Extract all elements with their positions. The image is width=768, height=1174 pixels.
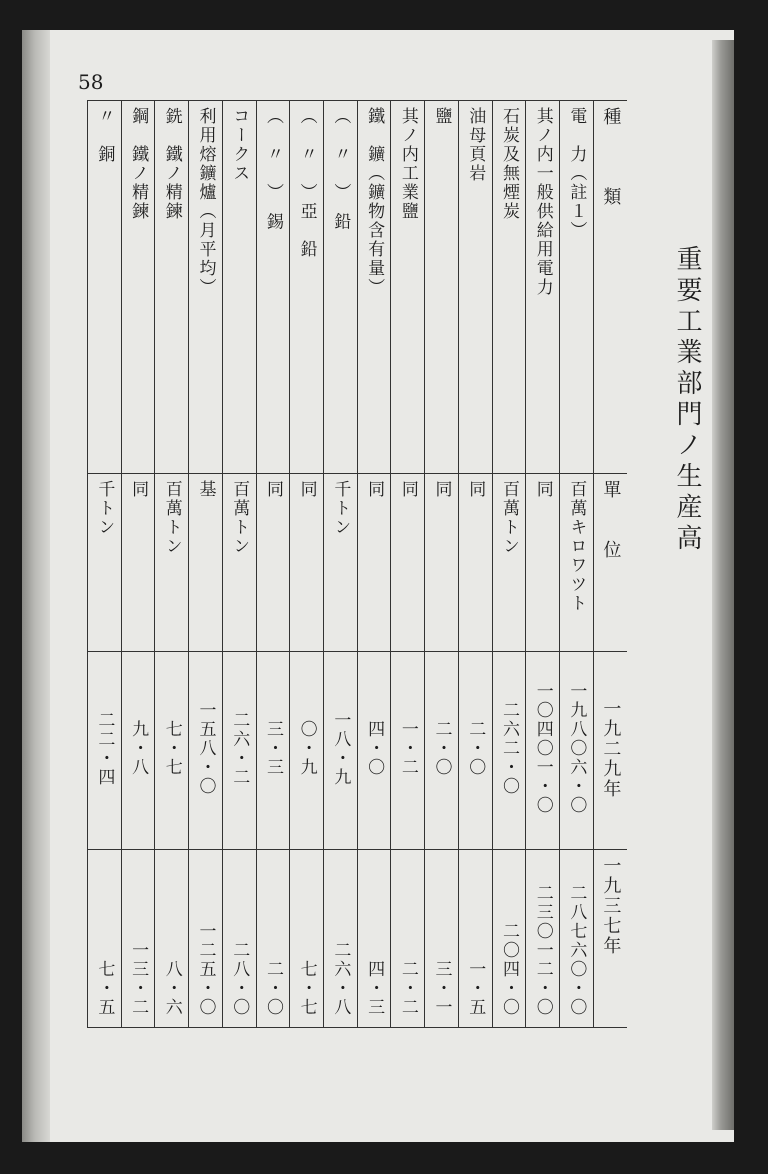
value-cell	[88, 652, 122, 850]
unit-cell	[526, 474, 560, 652]
value-cell	[88, 850, 122, 1028]
row-unit: 同	[262, 480, 283, 499]
value-cell	[189, 850, 223, 1028]
row-type: 鋼 鐵ノ精鍊	[128, 107, 149, 221]
row-type: 電 力（註１）	[566, 107, 587, 240]
unit-cell	[458, 474, 492, 652]
value-1937: 二・〇	[262, 960, 283, 1017]
value-cell	[560, 652, 594, 850]
type-cell	[357, 101, 391, 474]
row-type: 亞 鉛（ 〃 ）	[296, 107, 317, 259]
unit-cell	[425, 474, 459, 652]
unit-cell	[492, 474, 526, 652]
value-1937: 一二五・〇	[195, 922, 216, 1017]
unit-cell	[560, 474, 594, 652]
type-row	[88, 101, 628, 474]
row-unit: 同	[431, 480, 452, 499]
type-cell	[88, 101, 122, 474]
row-type: 利用熔鑛爐（月平均）	[195, 107, 216, 297]
row-type: コークス	[229, 107, 250, 183]
page-right-edge	[712, 40, 734, 1130]
type-cell	[290, 101, 324, 474]
value-1929: 二・〇	[465, 720, 486, 777]
value-cell	[222, 850, 256, 1028]
value-1929: 七・七	[161, 720, 182, 777]
type-header-cell	[593, 101, 627, 474]
unit-cell	[290, 474, 324, 652]
value-1929: 一八・九	[330, 710, 351, 787]
row-unit: 同	[465, 480, 486, 499]
year1-header-cell	[593, 652, 627, 850]
value-1929: 四・〇	[364, 720, 385, 777]
type-cell	[324, 101, 358, 474]
value-cell	[458, 850, 492, 1028]
value-cell	[391, 652, 425, 850]
value-1937: 八・六	[161, 960, 182, 1017]
value-1937: 七・五	[94, 960, 115, 1017]
value-cell	[526, 850, 560, 1028]
value-cell	[222, 652, 256, 850]
unit-cell	[324, 474, 358, 652]
unit-cell	[256, 474, 290, 652]
value-1929: 二六・二	[229, 710, 250, 787]
year1-header: 一九二九年	[600, 698, 622, 799]
row-type: 錫 （ 〃 ）	[262, 107, 283, 232]
value-cell	[425, 850, 459, 1028]
row-type: 銑 鐵ノ精鍊	[161, 107, 182, 221]
value-cell	[560, 850, 594, 1028]
type-cell	[492, 101, 526, 474]
value-1929: 九・八	[128, 720, 149, 777]
row-type: 鐵 鑛（鑛物含有量）	[364, 107, 385, 297]
unit-cell	[189, 474, 223, 652]
row-unit: 千トン	[94, 480, 115, 537]
value-1929: 一・二	[397, 720, 418, 777]
value-1937: 二三〇一二・〇	[532, 884, 553, 1017]
value-1937: 二〇四・〇	[498, 922, 519, 1017]
unit-cell	[222, 474, 256, 652]
row-unit: 百萬トン	[498, 480, 519, 556]
unit-header: 單 位	[600, 480, 622, 560]
value-1937: 一三・二	[128, 941, 149, 1017]
value-1937: 二六・八	[330, 941, 351, 1017]
type-cell	[458, 101, 492, 474]
row-unit: 百萬トン	[161, 480, 182, 556]
row-unit: 同	[128, 480, 149, 499]
value-1929: 一〇四〇一・〇	[532, 682, 553, 815]
value-1929: 三・三	[262, 720, 283, 777]
value-1937: 七・七	[296, 960, 317, 1017]
unit-cell	[391, 474, 425, 652]
row-type: 鹽	[431, 107, 452, 126]
row-type: 油母頁岩	[465, 107, 486, 183]
type-cell	[425, 101, 459, 474]
row-unit: 同	[296, 480, 317, 499]
value-cell	[290, 652, 324, 850]
value-cell	[526, 652, 560, 850]
value-cell	[357, 652, 391, 850]
value-cell	[256, 652, 290, 850]
value-cell	[492, 652, 526, 850]
year-1937-row	[88, 850, 628, 1028]
value-1937: 二八・〇	[229, 941, 250, 1017]
row-type: 鉛 （ 〃 ）	[330, 107, 351, 232]
value-cell	[121, 850, 155, 1028]
type-cell	[560, 101, 594, 474]
type-cell	[121, 101, 155, 474]
value-1929: 一九八〇六・〇	[566, 682, 587, 815]
unit-cell	[88, 474, 122, 652]
type-cell	[256, 101, 290, 474]
value-1937: 一・五	[465, 960, 486, 1017]
year2-header-cell	[593, 850, 627, 1028]
unit-cell	[121, 474, 155, 652]
value-cell	[256, 850, 290, 1028]
row-unit: 百萬トン	[229, 480, 250, 556]
row-unit: 同	[397, 480, 418, 499]
type-header: 種 類	[600, 107, 622, 207]
row-type: 石炭及無煙炭	[498, 107, 519, 221]
value-cell	[155, 652, 189, 850]
type-cell	[391, 101, 425, 474]
value-cell	[324, 850, 358, 1028]
type-cell	[189, 101, 223, 474]
value-1937: 三・一	[431, 960, 452, 1017]
value-cell	[121, 652, 155, 850]
unit-row	[88, 474, 628, 652]
value-cell	[324, 652, 358, 850]
value-cell	[391, 850, 425, 1028]
row-unit: 同	[532, 480, 553, 499]
type-cell	[526, 101, 560, 474]
value-cell	[425, 652, 459, 850]
value-1937: 二・二	[397, 960, 418, 1017]
row-unit: 同	[364, 480, 385, 499]
row-unit: 基	[195, 480, 216, 499]
year2-header: 一九三七年	[600, 856, 622, 956]
value-1929: 一五八・〇	[195, 701, 216, 796]
production-table	[87, 100, 627, 1028]
unit-header-cell	[593, 474, 627, 652]
value-1929: 〇・九	[296, 720, 317, 777]
value-cell	[357, 850, 391, 1028]
value-1937: 四・三	[364, 960, 385, 1017]
value-1929: 二・〇	[431, 720, 452, 777]
type-cell	[155, 101, 189, 474]
value-cell	[492, 850, 526, 1028]
chapter-title: 重要工業部門ノ生産高	[672, 245, 702, 555]
row-type: 銅 〃	[94, 107, 115, 164]
value-1929: 二二・四	[94, 710, 115, 787]
unit-cell	[155, 474, 189, 652]
value-1929: 二六二・〇	[498, 701, 519, 796]
unit-cell	[357, 474, 391, 652]
type-cell	[222, 101, 256, 474]
value-1937: 二八七六〇・〇	[566, 884, 587, 1017]
year-1929-row	[88, 652, 628, 850]
value-cell	[189, 652, 223, 850]
row-type: 其ノ内一般供給用電力	[532, 107, 553, 297]
row-unit: 百萬キロワツト	[566, 480, 587, 613]
page-number: 58	[78, 70, 104, 94]
row-unit: 千トン	[330, 480, 351, 537]
row-type: 其ノ内工業鹽	[397, 107, 418, 221]
value-cell	[155, 850, 189, 1028]
value-cell	[290, 850, 324, 1028]
page-spine	[22, 30, 50, 1142]
value-cell	[458, 652, 492, 850]
